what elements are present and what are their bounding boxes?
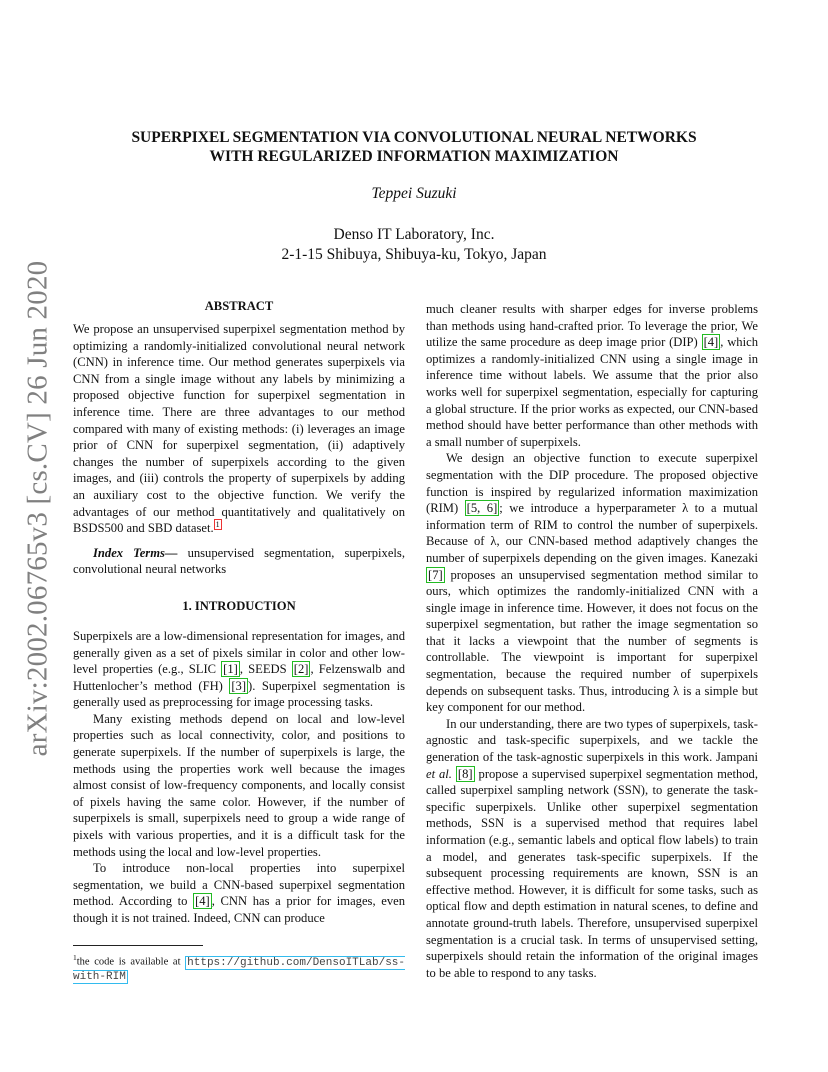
affiliation-line-1: Denso IT Laboratory, Inc. [333, 226, 495, 243]
index-terms-text: unsupervised segmentation, superpixels, convolutional neural networks [73, 545, 405, 577]
intro-p1-text-b: , SEEDS [239, 662, 292, 677]
citation-link[interactable]: [4] [195, 894, 210, 909]
abstract-heading: ABSTRACT [204, 299, 274, 313]
index-terms-label: Index Terms— [93, 545, 178, 560]
footnote [73, 945, 405, 984]
citation-link[interactable]: [1] [223, 662, 238, 677]
author: Teppei Suzuki [371, 185, 457, 202]
footnote-rule [73, 945, 203, 946]
intro-p1-text-c: , Felzenswalb and Huttenlocher’s method (FH) [73, 662, 405, 693]
citation-link[interactable]: [5, 6] [466, 501, 498, 516]
footnote-ref-link[interactable]: 1 [215, 519, 220, 529]
intro-p1-text-d: ). Superpixel segmentation is generally used as preprocessing for image processing tasks. [73, 678, 405, 710]
right-p3-text-a: In our understanding, there are two types of superpixels, task-agnostic and task-specific superpixels, and we tackle the generation of the task-agnostic superpixels in this work. Jampani [426, 716, 758, 765]
paper-title [60, 128, 768, 166]
et-al: et al. [426, 766, 452, 781]
arxiv-stamp-text: arXiv:2002.06765v3 [cs.CV] 26 Jun 2020 [21, 260, 54, 756]
introduction-heading: 1. INTRODUCTION [182, 598, 296, 613]
index-terms [73, 545, 405, 578]
right-paragraph-3 [426, 716, 758, 982]
citation-link[interactable]: [3] [231, 678, 247, 693]
citation-link[interactable]: [7] [428, 567, 443, 582]
intro-p3-text-a: To introduce non-local properties into superpixel segmentation, we build a CNN-based superpixel segmentation method. According to [73, 861, 405, 909]
intro-p3-text-b: , CNN has a prior for images, even though it is not trained. Indeed, CNN can produce [73, 894, 405, 925]
right-p2-text-a: We design an objective function to execute superpixel segmentation with the DIP procedure. The proposed objective function is inspired by regularized information maximization (RIM) [426, 451, 758, 516]
right-paragraph-2 [426, 450, 758, 716]
right-p1-text-b: , which optimizes a randomly-initialized CNN using a single image in inference time without labels. We assume that the prior also works well for superpixel segmentation, especially for capturing a global structure. If the prior works as expected, our CNN-based method should have better performance than other methods with a small number of superpixels. [426, 335, 758, 449]
right-column [426, 301, 758, 981]
title-line-1: SUPERPIXEL SEGMENTATION VIA CONVOLUTIONAL NEURAL NETWORKS [131, 129, 697, 146]
title-line-2: WITH REGULARIZED INFORMATION MAXIMIZATION [209, 148, 619, 165]
intro-paragraph-1 [73, 628, 405, 711]
citation-link[interactable]: [8] [457, 766, 473, 781]
intro-p1-text-a: Superpixels are a low-dimensional representation for images, and generally given as a set of pixels similar in color and other low-level properties (e.g., SLIC [73, 628, 405, 677]
right-paragraph-1 [426, 301, 758, 450]
right-p2-text-c: proposes an unsupervised segmentation method similar to ours, which optimizes the randomly-initialized CNN with a single image in inference time. However, it does not focus on the superpixel segmentation, but rather the image segmentation so that it lacks a viewpoint that the number of segments is controllable. The viewpoint is important for superpixel segmentation, because the required number of superpixels depends on subsequent tasks. Thus, introducing λ is a simple but key component for our method. [426, 567, 758, 715]
code-url-link[interactable]: https://github.com/DensoITLab/ss-with-RIM [73, 956, 405, 983]
intro-paragraph-2: Many existing methods depend on local and low-level properties such as local connectivity, color, and positions to generate superpixels. If the number of superpixels is large, the methods using the properties work well because the images almost consist of low-frequency components, and locally consist of pixels having the same color. However, if the number of superpixels is small, superpixels need to group a wide range of pixels with various properties, and it is a difficult task for the methods using the local and low-level properties. [73, 711, 405, 859]
abstract-text [73, 321, 405, 537]
citation-link[interactable]: [4] [703, 335, 719, 350]
affiliation-line-2: 2-1-15 Shibuya, Shibuya-ku, Tokyo, Japan [281, 246, 547, 263]
footnote-mark: 1 [73, 953, 77, 962]
abstract-body: We propose an unsupervised superpixel segmentation method by optimizing a randomly-initialized convolutional neural network (CNN) in inference time. Our method generates superpixels via CNN from a single image without any labels by minimizing a proposed objective function for superpixel segmentation in inference time. There are three advantages to our method compared with many of existing methods: (i) leverages an image prior of CNN for superpixel segmentation, (ii) adaptively changes the number of superpixels according to the given images, and (iii) controls the property of superpixels by adding an auxiliary cost to the objective function. We verify the advantages of our method quantitatively and qualitatively on BSDS500 and SBD dataset. [73, 322, 405, 536]
right-p1-text-a: much cleaner results with sharper edges for inverse problems than methods using hand-crafted prior. To leverage the prior, We utilize the same procedure as deep image prior (DIP) [426, 302, 758, 350]
arxiv-stamp [18, 260, 58, 756]
left-column [73, 298, 405, 927]
footnote-text: the code is available at [76, 956, 186, 968]
right-p2-text-b: ; we introduce a hyperparameter λ to a mutual information term of RIM to control the number of superpixels. Because of λ, our CNN-based method adaptively changes the number of superpixels depending on the given images. Kanezaki [426, 501, 758, 565]
right-p3-text-b: propose a supervised superpixel segmentation method, called superpixel sampling network (SSN), to generate the task-specific superpixels. Unlike other superpixel segmentation methods, SSN is a supervised method that requires label information (e.g., semantic labels and optical flow labels) to train a model, and generates task-specific superpixels. If the subsequent processing requirements are known, SSN is an effective method. However, it is difficult for some tasks, such as optical flow and depth estimation in natural scenes, to define and annotate ground-truth labels. Therefore, unsupervised superpixel segmentation is a crucial task. In terms of unsupervised setting, superpixels should retain the information of the original images to be able to respond to any tasks. [426, 766, 759, 980]
affiliation [60, 225, 768, 265]
citation-link[interactable]: [2] [293, 662, 309, 677]
intro-paragraph-3 [73, 860, 405, 926]
